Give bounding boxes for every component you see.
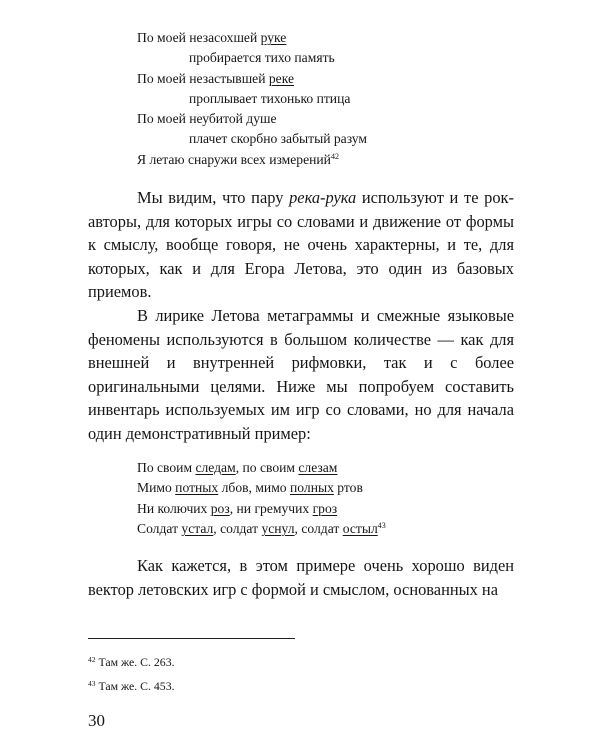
poem-line: Ни колючих роз, ни гремучих гроз bbox=[137, 500, 338, 516]
poem-line: По своим следам, по своим слезам bbox=[137, 460, 338, 475]
poem-excerpt-2 bbox=[137, 458, 386, 539]
footnote-separator bbox=[88, 638, 295, 639]
poem-line: проплывает тихонько птица bbox=[189, 90, 351, 106]
underlined-word: руке bbox=[260, 30, 287, 45]
underlined-word: потных bbox=[175, 480, 219, 496]
footnote-number: 43 bbox=[88, 679, 96, 688]
footnote-42: $^{42}$ Там же. С. 263. bbox=[88, 655, 175, 669]
footnote-number: 42 bbox=[88, 655, 96, 664]
paragraph-1: Мы видим, что пару река-рука используют и те рок-авторы, для которых игры со словами и движение от формы к смыслу, вообще говоря, не очень характерны, и те, для которых, как и для Егора Летова, это один из базовых приемов. bbox=[88, 188, 514, 301]
underlined-word: уснул bbox=[261, 520, 295, 536]
poem-line: По моей незасохшей руке bbox=[137, 30, 287, 45]
underlined-word: остыл bbox=[342, 520, 378, 536]
underlined-word: роз bbox=[210, 500, 230, 516]
underlined-word: реке bbox=[268, 70, 295, 86]
poem-line: пробирается тихо память bbox=[189, 50, 335, 66]
footnote-43: $^{43}$ Там же. С. 453. bbox=[88, 679, 175, 693]
underlined-word: гроз bbox=[312, 500, 338, 516]
poem-excerpt-1 bbox=[137, 28, 367, 170]
underlined-word: полных bbox=[290, 480, 334, 496]
poem-line: Я летаю снаружи всех измерений$^{42}$ bbox=[137, 151, 339, 167]
poem-line: Солдат устал, солдат уснул, солдат остыл$^{43}$ bbox=[137, 520, 386, 536]
poem-line: По моей незастывшей реке bbox=[137, 70, 295, 86]
poem-line: По моей неубитой душе bbox=[137, 111, 277, 127]
underlined-word: устал bbox=[181, 520, 214, 536]
emphasis-phrase: река-рука bbox=[289, 188, 357, 207]
poem-line: плачет скорбно забытый разум bbox=[189, 131, 368, 147]
paragraph-2: В лирике Летова метаграммы и смежные языковые феномены используются в большом количестве — как для внешней и внутренней рифмовки, так и с более оригинальными целями. Ниже мы попробуем составить инвентарь используемых им игр со словами, но для начала один демонстративный пример: bbox=[88, 306, 514, 443]
footnote-ref-42[interactable]: 42 bbox=[330, 151, 339, 161]
footnote-ref-43[interactable]: 43 bbox=[377, 520, 386, 530]
page-number: 30 bbox=[88, 711, 105, 730]
underlined-word: слезам bbox=[298, 460, 338, 475]
poem-line: Мимо потных лбов, мимо полных ртов bbox=[137, 480, 363, 496]
underlined-word: следам bbox=[195, 460, 236, 475]
paragraph-3: Как кажется, в этом примере очень хорошо виден вектор летовских игр с формой и смыслом, основанных на bbox=[88, 556, 514, 599]
